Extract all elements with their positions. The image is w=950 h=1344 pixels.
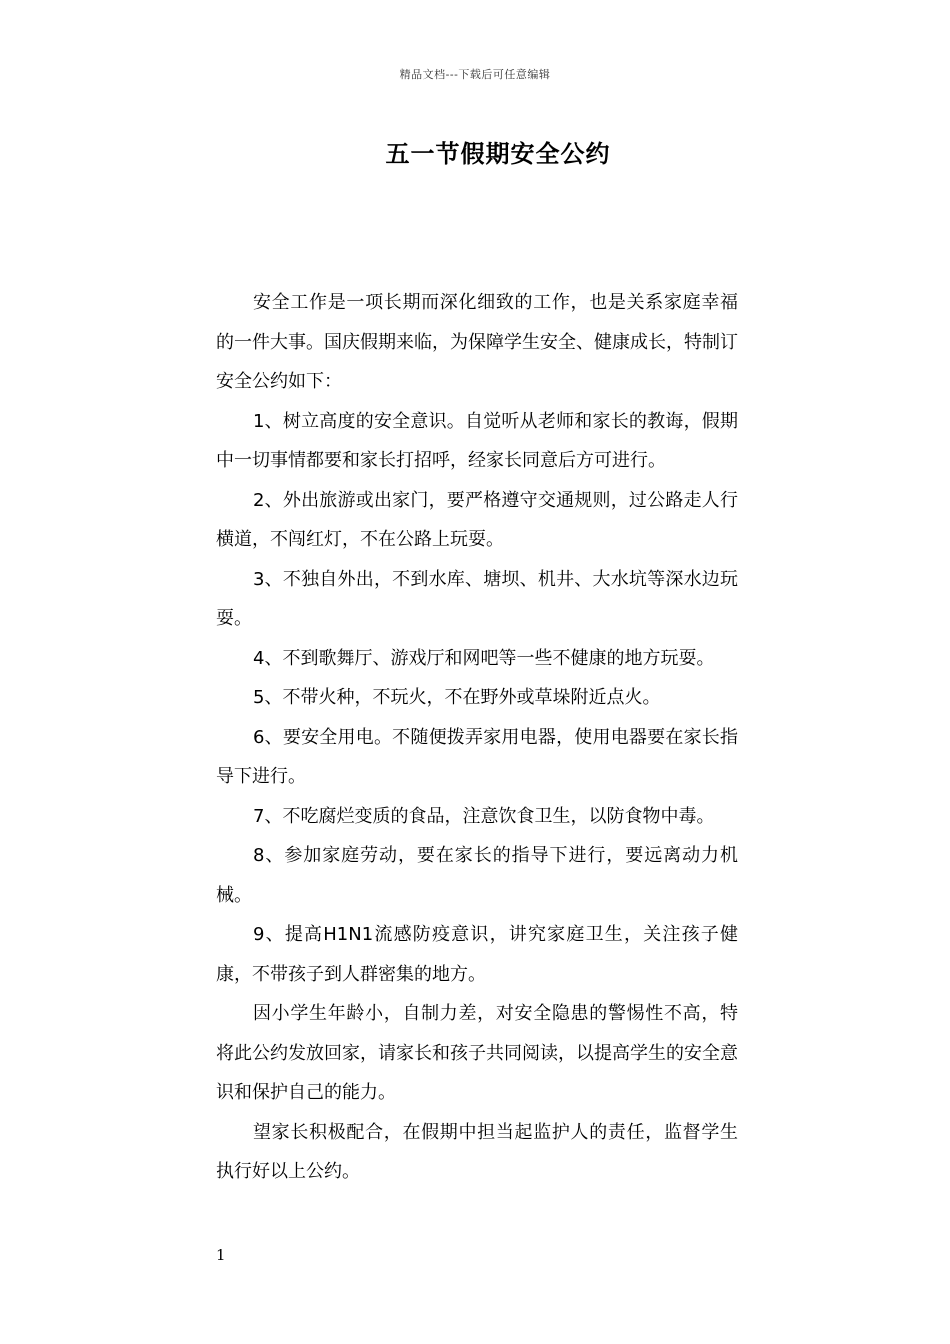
paragraph-item-3: 3、不独自外出，不到水库、塘坝、机井、大水坑等深水边玩耍。 — [216, 568, 738, 629]
paragraph-closing-1: 因小学生年龄小，自制力差，对安全隐患的警惕性不高，特将此公约发放回家，请家长和孩子共同阅读，以提高学生的安全意识和保护自己的能力。 — [216, 1003, 738, 1103]
paragraph-item-9: 9、提高H1N1流感防疫意识，讲究家庭卫生，关注孩子健康，不带孩子到人群密集的地方。 — [216, 924, 738, 985]
paragraph-item-1: 1、树立高度的安全意识。自觉听从老师和家长的教诲，假期中一切事情都要和家长打招呼，经家长同意后方可进行。 — [216, 410, 738, 471]
paragraph-item-7: 7、不吃腐烂变质的食品，注意饮食卫生，以防食物中毒。 — [253, 805, 715, 827]
paragraph-item-4: 4、不到歌舞厅、游戏厅和网吧等一些不健康的地方玩耍。 — [253, 647, 715, 669]
paragraph-intro: 安全工作是一项长期而深化细致的工作，也是关系家庭幸福的一件大事。国庆假期来临，为保障学生安全、健康成长，特制订安全公约如下： — [216, 292, 738, 392]
header-note: 精品文档---下载后可任意编辑 — [399, 68, 551, 81]
document-title: 五一节假期安全公约 — [385, 140, 611, 168]
paragraph-item-8: 8、参加家庭劳动，要在家长的指导下进行，要远离动力机械。 — [216, 845, 738, 906]
document-body — [216, 283, 738, 1192]
paragraph-item-6: 6、要安全用电。不随便拨弄家用电器，使用电器要在家长指导下进行。 — [216, 726, 738, 787]
paragraph-item-2: 2、外出旅游或出家门，要严格遵守交通规则，过公路走人行横道，不闯红灯，不在公路上玩耍。 — [216, 489, 738, 550]
paragraph-item-5: 5、不带火种，不玩火，不在野外或草垛附近点火。 — [253, 687, 661, 708]
page-number: 1 — [216, 1246, 226, 1264]
paragraph-closing-2: 望家长积极配合，在假期中担当起监护人的责任，监督学生执行好以上公约。 — [216, 1121, 738, 1182]
